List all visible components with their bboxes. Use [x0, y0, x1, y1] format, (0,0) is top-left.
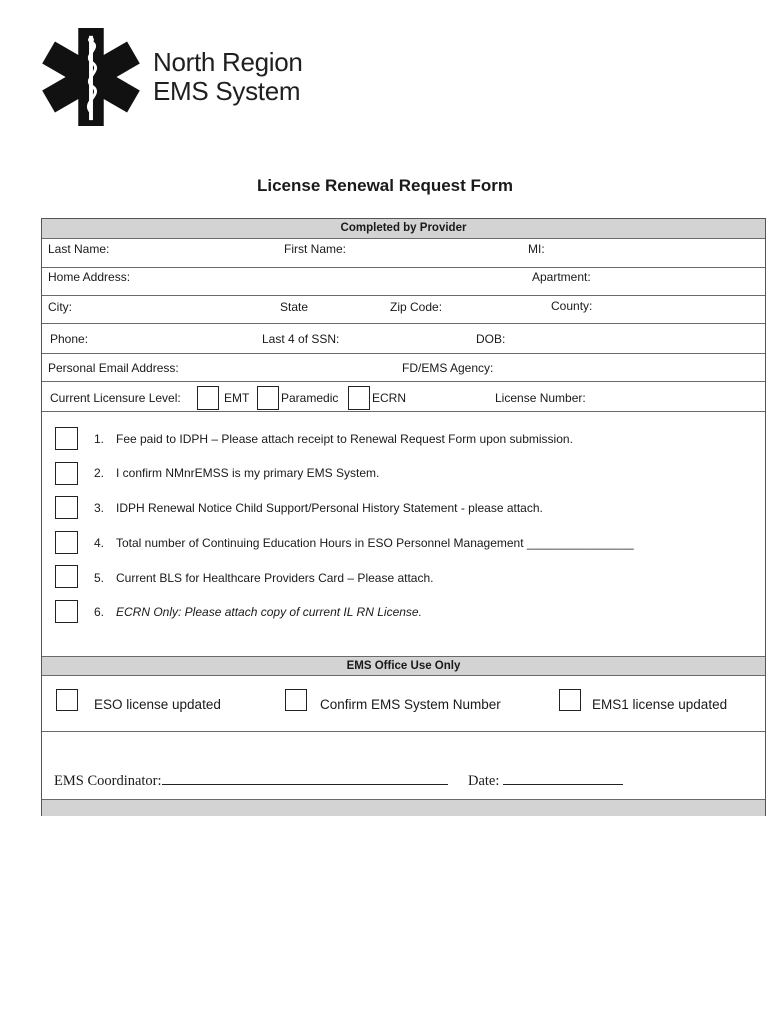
item-text: Current BLS for Healthcare Providers Card – Please attach. [116, 571, 434, 585]
item-text: Fee paid to IDPH – Please attach receipt to Renewal Request Form upon submission. [116, 432, 573, 446]
item-number: 6. [94, 605, 105, 619]
checklist-item-6 [94, 605, 422, 619]
phone-field[interactable]: Phone: [50, 332, 89, 346]
ecrn-checkbox[interactable] [348, 386, 370, 410]
item-number: 5. [94, 571, 105, 585]
eso-license-label: ESO license updated [94, 697, 221, 712]
star-of-life-logo-icon [42, 28, 140, 126]
checklist-item-2 [94, 466, 379, 480]
checklist-item-4 [94, 536, 634, 550]
renewal-form [41, 218, 766, 816]
date-label: Date: [468, 773, 500, 789]
checklist-item-1 [94, 432, 573, 446]
checklist-checkbox-5[interactable] [55, 565, 78, 588]
divider [42, 238, 765, 239]
ecrn-label: ECRN [372, 391, 407, 405]
form-footer-band [42, 800, 765, 816]
home-address-field[interactable]: Home Address: [48, 270, 131, 284]
form-title: License Renewal Request Form [256, 176, 514, 195]
ems-coordinator-label: EMS Coordinator: [54, 773, 162, 789]
checklist-checkbox-4[interactable] [55, 531, 78, 554]
divider [42, 353, 765, 354]
item-number: 4. [94, 536, 105, 550]
organization-name [153, 48, 303, 106]
item-number: 2. [94, 466, 105, 480]
license-number-field[interactable]: License Number: [495, 391, 586, 405]
zip-code-field[interactable]: Zip Code: [390, 300, 443, 314]
item-number: 3. [94, 501, 105, 515]
org-line-2: EMS System [153, 76, 301, 106]
divider [42, 675, 765, 676]
provider-section-header: Completed by Provider [42, 219, 765, 238]
first-name-field[interactable]: First Name: [284, 242, 347, 256]
checklist-checkbox-3[interactable] [55, 496, 78, 519]
dob-field[interactable]: DOB: [476, 332, 506, 346]
paramedic-label: Paramedic [281, 391, 339, 405]
ems1-license-checkbox[interactable] [559, 689, 581, 711]
checklist-checkbox-6[interactable] [55, 600, 78, 623]
date-line[interactable] [503, 772, 623, 785]
agency-field[interactable]: FD/EMS Agency: [402, 361, 494, 375]
divider [42, 323, 765, 324]
apartment-field[interactable]: Apartment: [532, 270, 591, 284]
state-field[interactable]: State [280, 300, 309, 314]
divider [42, 295, 765, 296]
checklist-item-5 [94, 571, 433, 585]
confirm-ems-number-label: Confirm EMS System Number [320, 697, 501, 712]
last-name-field[interactable]: Last Name: [48, 242, 110, 256]
org-line-1: North Region [153, 47, 303, 77]
item-text: IDPH Renewal Notice Child Support/Personal History Statement - please attach. [116, 501, 543, 515]
item-text: I confirm NMnrEMSS is my primary EMS System. [116, 466, 380, 480]
emt-checkbox[interactable] [197, 386, 219, 410]
ems-coordinator-field[interactable] [54, 772, 448, 790]
divider [42, 731, 765, 732]
checklist-checkbox-2[interactable] [55, 462, 78, 485]
date-field[interactable] [468, 772, 623, 790]
mi-field[interactable]: MI: [528, 242, 545, 256]
county-field[interactable]: County: [551, 299, 593, 313]
item-text: ECRN Only: Please attach copy of current IL RN License. [116, 605, 422, 619]
item-number: 1. [94, 432, 105, 446]
item-text: Total number of Continuing Education Hours in ESO Personnel Management ________________ [116, 536, 634, 550]
eso-license-checkbox[interactable] [56, 689, 78, 711]
emt-label: EMT [224, 391, 250, 405]
divider [42, 267, 765, 268]
city-field[interactable]: City: [48, 300, 72, 314]
coordinator-signature-line[interactable] [162, 772, 448, 785]
ssn-field[interactable]: Last 4 of SSN: [262, 332, 340, 346]
email-field[interactable]: Personal Email Address: [48, 361, 179, 375]
office-section-header: EMS Office Use Only [42, 657, 765, 675]
checklist-checkbox-1[interactable] [55, 427, 78, 450]
licensure-level-label: Current Licensure Level: [50, 391, 181, 405]
checklist-item-3 [94, 501, 543, 515]
ems1-license-label: EMS1 license updated [592, 697, 728, 712]
paramedic-checkbox[interactable] [257, 386, 279, 410]
divider [42, 411, 765, 412]
divider [42, 381, 765, 382]
confirm-ems-number-checkbox[interactable] [285, 689, 307, 711]
